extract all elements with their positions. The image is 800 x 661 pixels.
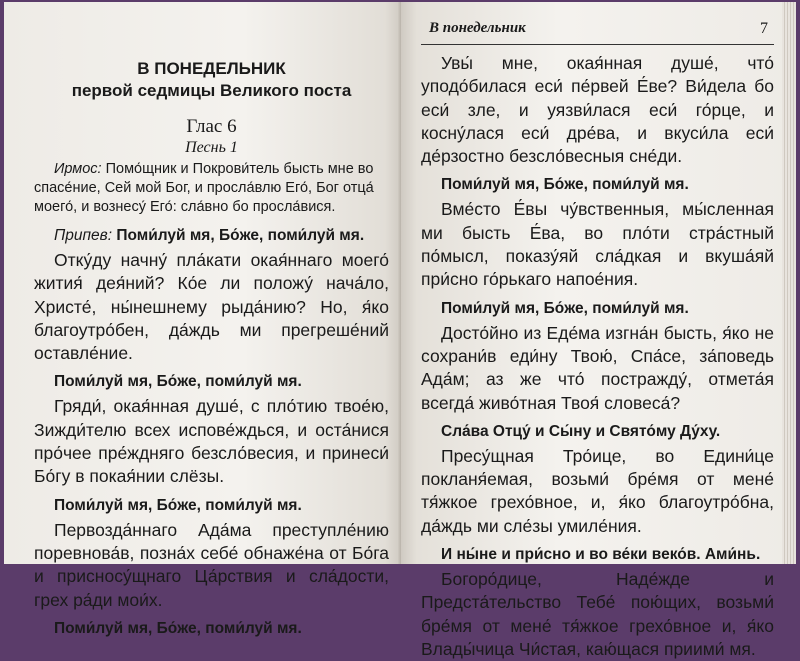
and-now: И ны́не и при́сно и во ве́ки веко́в. Ами́нь.: [441, 546, 761, 564]
troparion-4: Увы́ мне, окая́нная душе́, что́ уподо́билася еси́ пе́рвей Е́ве? Ви́дела бо еси́ зле, и уязви́лася еси́ го́рце, и косну́лася еси́ дре́ва, и вкуси́ла еси́ де́рзостно безсло́весныя сне́ди.: [421, 53, 774, 167]
troparion-2: Гряди́, окая́нная душе́, с пло́тию твое́ю, Зижди́телю всех испове́ждься, и оста́нися про́чее пре́жднягo безсло́весия, и принеси́ Бо́гу в покая́нии слёзы.: [34, 396, 389, 487]
irmos-label: Ирмос:: [54, 161, 102, 177]
irmos: [34, 160, 389, 217]
tone-label: Глас 6: [186, 116, 237, 137]
refrain: [34, 225, 389, 247]
troparion-6: Досто́йно из Еде́ма изгна́н бысть, я́ко не сохрани́в еди́ну Твою́, Спа́се, за́поведь Ада́м; аз же что́ постражду́, отмета́я всегда́ живо́тная Твоя́ словеса́?: [421, 322, 774, 413]
right-page: [401, 2, 796, 659]
open-book: [4, 2, 796, 659]
refrain-2: Поми́луй мя, Бо́же, поми́луй мя.: [54, 373, 302, 391]
running-title: В понедельник: [429, 20, 526, 36]
heading-line-2: первой седмицы Великого поста: [71, 81, 352, 100]
troparion-5: Вме́сто Е́вы чу́вственныя, мы́сленная ми бысть Е́ва, во пло́ти стра́стный по́мысл, показу́яй сла́дкая и вкуша́яй при́сно го́рькаго напое́ния.: [421, 199, 774, 290]
irmos-text: Помо́щник и Покрови́тель бысть мне во спасе́ние, Сей мой Бог, и просла́влю Его́, Бог отца́ моего́, и вознесу́ Его́: сла́вно бо просла́вися.: [34, 161, 374, 215]
refrain-label: Припев:: [54, 227, 113, 244]
refrain-5: Поми́луй мя, Бо́же, поми́луй мя.: [441, 176, 689, 194]
page-number: 7: [760, 20, 768, 37]
troparion-1: Отку́ду начну́ пла́кати окая́ннаго моего́ жития́ дея́ний? Ко́е ли положу́ нача́ло, Христе́, ны́нешнему рыда́нию? Но, я́ко благоутро́бен, да́ждь ми прегреше́ний оставле́ние.: [34, 250, 389, 364]
song-label: Песнь 1: [185, 139, 238, 156]
doxology: Сла́ва Отцу́ и Сы́ну и Свято́му Ду́ху.: [441, 422, 721, 440]
refrain-4: Поми́луй мя, Бо́же, поми́луй мя.: [54, 619, 302, 637]
heading-line-1: В ПОНЕДЕЛЬНИК: [137, 59, 286, 78]
section-heading: [34, 58, 389, 102]
refrain-3: Поми́луй мя, Бо́же, поми́луй мя.: [54, 496, 302, 514]
troparion-3: Первозда́ннаго Ада́ма преступле́нию поревнова́в, позна́х себе́ обнаже́на от Бо́га и присносу́щнаго Ца́рствия и сла́дости, грех ра́ди мои́х.: [34, 519, 389, 610]
running-header: [421, 20, 774, 45]
refrain-text: Поми́луй мя, Бо́же, поми́луй мя.: [116, 227, 365, 244]
theotokion: Богоро́дице, Наде́жде и Предста́тельство Тебе́ пою́щих, возьми́ бре́мя от мене́ тя́жкое грехо́вное и, я́ко Влады́чица Чи́стая, каю́щася приими́ мя.: [421, 569, 774, 659]
trinity-troparion: Пресу́щная Тро́ице, во Едини́це покланя́емая, возьми́ бре́мя от мене́ тя́жкое грехо́вное, и, я́ко благоутро́бна, да́ждь ми сле́зы умиле́ния.: [421, 445, 774, 536]
refrain-6: Поми́луй мя, Бо́же, поми́луй мя.: [441, 299, 689, 317]
left-page: [4, 2, 401, 637]
right-page-body: [421, 52, 774, 661]
page-edges: [782, 2, 796, 564]
